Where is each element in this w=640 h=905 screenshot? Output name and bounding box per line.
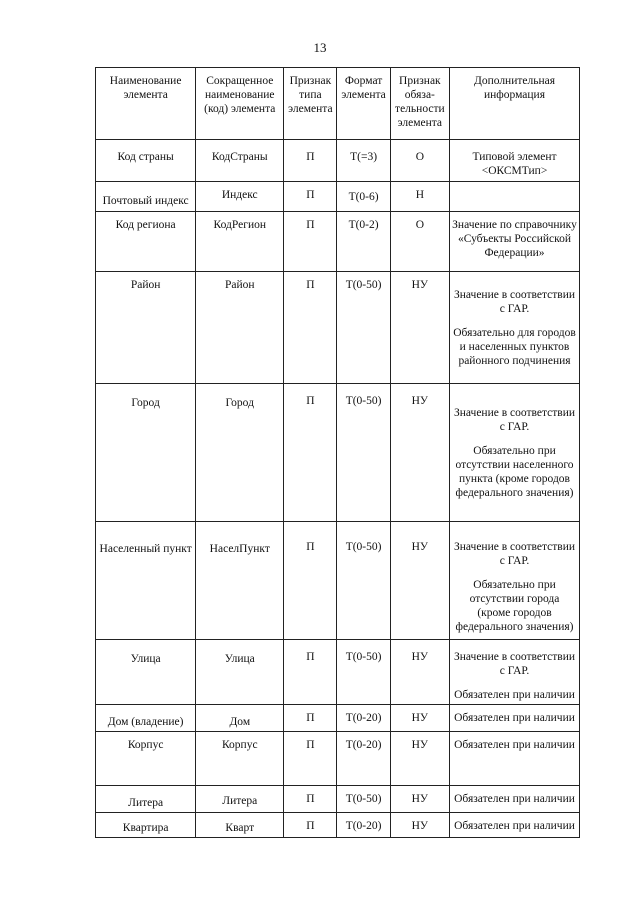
additional-info-text: Значение в соответствии с ГАР. [453,541,576,567]
element-format-cell: Т(0-2) [337,212,390,272]
element-code-cell: Индекс [196,182,284,212]
additional-info-cell [450,732,580,786]
element-code-cell: Корпус [196,732,284,786]
element-name-cell: Код региона [96,212,196,272]
element-name-cell: Почтовый индекс [96,182,196,212]
element-required-cell: НУ [390,384,449,522]
table-row [96,182,580,212]
element-code-cell: Город [196,384,284,522]
additional-info-cell [450,182,580,212]
additional-info-cell [450,705,580,732]
additional-info-text: Значение в соответствии с ГАР. [453,407,576,433]
additional-info-cell [450,272,580,384]
element-code-cell: КодСтраны [196,140,284,182]
element-format-cell: Т(0-6) [337,182,390,212]
element-type-cell: П [284,640,337,705]
element-type-cell: П [284,182,337,212]
table-row [96,140,580,182]
element-required-cell: НУ [390,705,449,732]
element-type-cell: П [284,813,337,838]
table-row [96,384,580,522]
element-required-cell: НУ [390,732,449,786]
element-required-cell: НУ [390,522,449,640]
table-header-row [96,68,580,140]
additional-info-text: Обязателен при наличии [454,739,575,751]
additional-info-cell [450,140,580,182]
additional-info-text: Обязателен при наличии [454,793,575,805]
column-header-info: Дополнительная информация [450,68,580,140]
element-required-cell: НУ [390,640,449,705]
element-name-cell: Улица [96,640,196,705]
element-code-cell: Дом [196,705,284,732]
table-row [96,786,580,813]
page-number: 13 [313,40,327,55]
element-required-cell: Н [390,182,449,212]
additional-info-cell [450,786,580,813]
elements-table [95,67,580,838]
additional-info-text: Значение по справочнику «Субъекты Российской Федерации» [452,219,577,259]
element-required-cell: НУ [390,272,449,384]
element-format-cell: Т(0-20) [337,705,390,732]
element-code-cell: Литера [196,786,284,813]
element-format-cell: Т(=3) [337,140,390,182]
additional-info-cell [450,813,580,838]
element-code-cell: КодРегион [196,212,284,272]
additional-info-text: Обязательно при отсутствии города (кроме городов федерального значения) [455,579,574,633]
element-type-cell: П [284,140,337,182]
table-row [96,705,580,732]
element-name-cell: Код страны [96,140,196,182]
column-header-format: Формат элемента [337,68,390,140]
element-type-cell: П [284,705,337,732]
additional-info-text: Типовой элемент <ОКСМТип> [472,151,557,177]
element-name-cell: Корпус [96,732,196,786]
element-name-cell: Район [96,272,196,384]
element-type-cell: П [284,732,337,786]
element-type-cell: П [284,384,337,522]
element-code-cell: Кварт [196,813,284,838]
element-name-cell: Город [96,384,196,522]
element-type-cell: П [284,786,337,813]
element-name-cell: Населенный пункт [96,522,196,640]
element-name-cell: Квартира [96,813,196,838]
additional-info-cell [450,384,580,522]
additional-info-cell [450,640,580,705]
additional-info-text: Значение в соответствии с ГАР. [453,289,576,315]
element-format-cell: Т(0-20) [337,732,390,786]
element-required-cell: О [390,140,449,182]
table-row [96,212,580,272]
table-row [96,272,580,384]
element-format-cell: Т(0-50) [337,384,390,522]
element-type-cell: П [284,212,337,272]
element-format-cell: Т(0-50) [337,786,390,813]
element-name-cell: Дом (владение) [96,705,196,732]
element-required-cell: О [390,212,449,272]
column-header-required: Признак обяза-тельности элемента [390,68,449,140]
additional-info-cell [450,522,580,640]
element-type-cell: П [284,522,337,640]
element-code-cell: НаселПункт [196,522,284,640]
table-body [96,140,580,838]
additional-info-text: Обязательно при отсутствии населенного пункта (кроме городов федерального значения) [455,445,574,499]
element-code-cell: Улица [196,640,284,705]
additional-info-cell [450,212,580,272]
table-row [96,640,580,705]
additional-info-text: Обязателен при наличии [454,820,575,832]
additional-info-text: Значение в соответствии с ГАР. [453,651,576,677]
element-format-cell: Т(0-20) [337,813,390,838]
element-required-cell: НУ [390,813,449,838]
element-format-cell: Т(0-50) [337,272,390,384]
additional-info-text: Обязательно для городов и населенных пунктов районного подчинения [453,327,576,367]
table-row [96,813,580,838]
element-code-cell: Район [196,272,284,384]
element-type-cell: П [284,272,337,384]
column-header-name: Наименование элемента [96,68,196,140]
additional-info-text: Обязателен при наличии [454,689,575,701]
column-header-type: Признак типа элемента [284,68,337,140]
column-header-code: Сокращенное наименование (код) элемента [196,68,284,140]
table-row [96,522,580,640]
element-required-cell: НУ [390,786,449,813]
element-name-cell: Литера [96,786,196,813]
element-format-cell: Т(0-50) [337,522,390,640]
table-row [96,732,580,786]
element-format-cell: Т(0-50) [337,640,390,705]
additional-info-text: Обязателен при наличии [454,712,575,724]
